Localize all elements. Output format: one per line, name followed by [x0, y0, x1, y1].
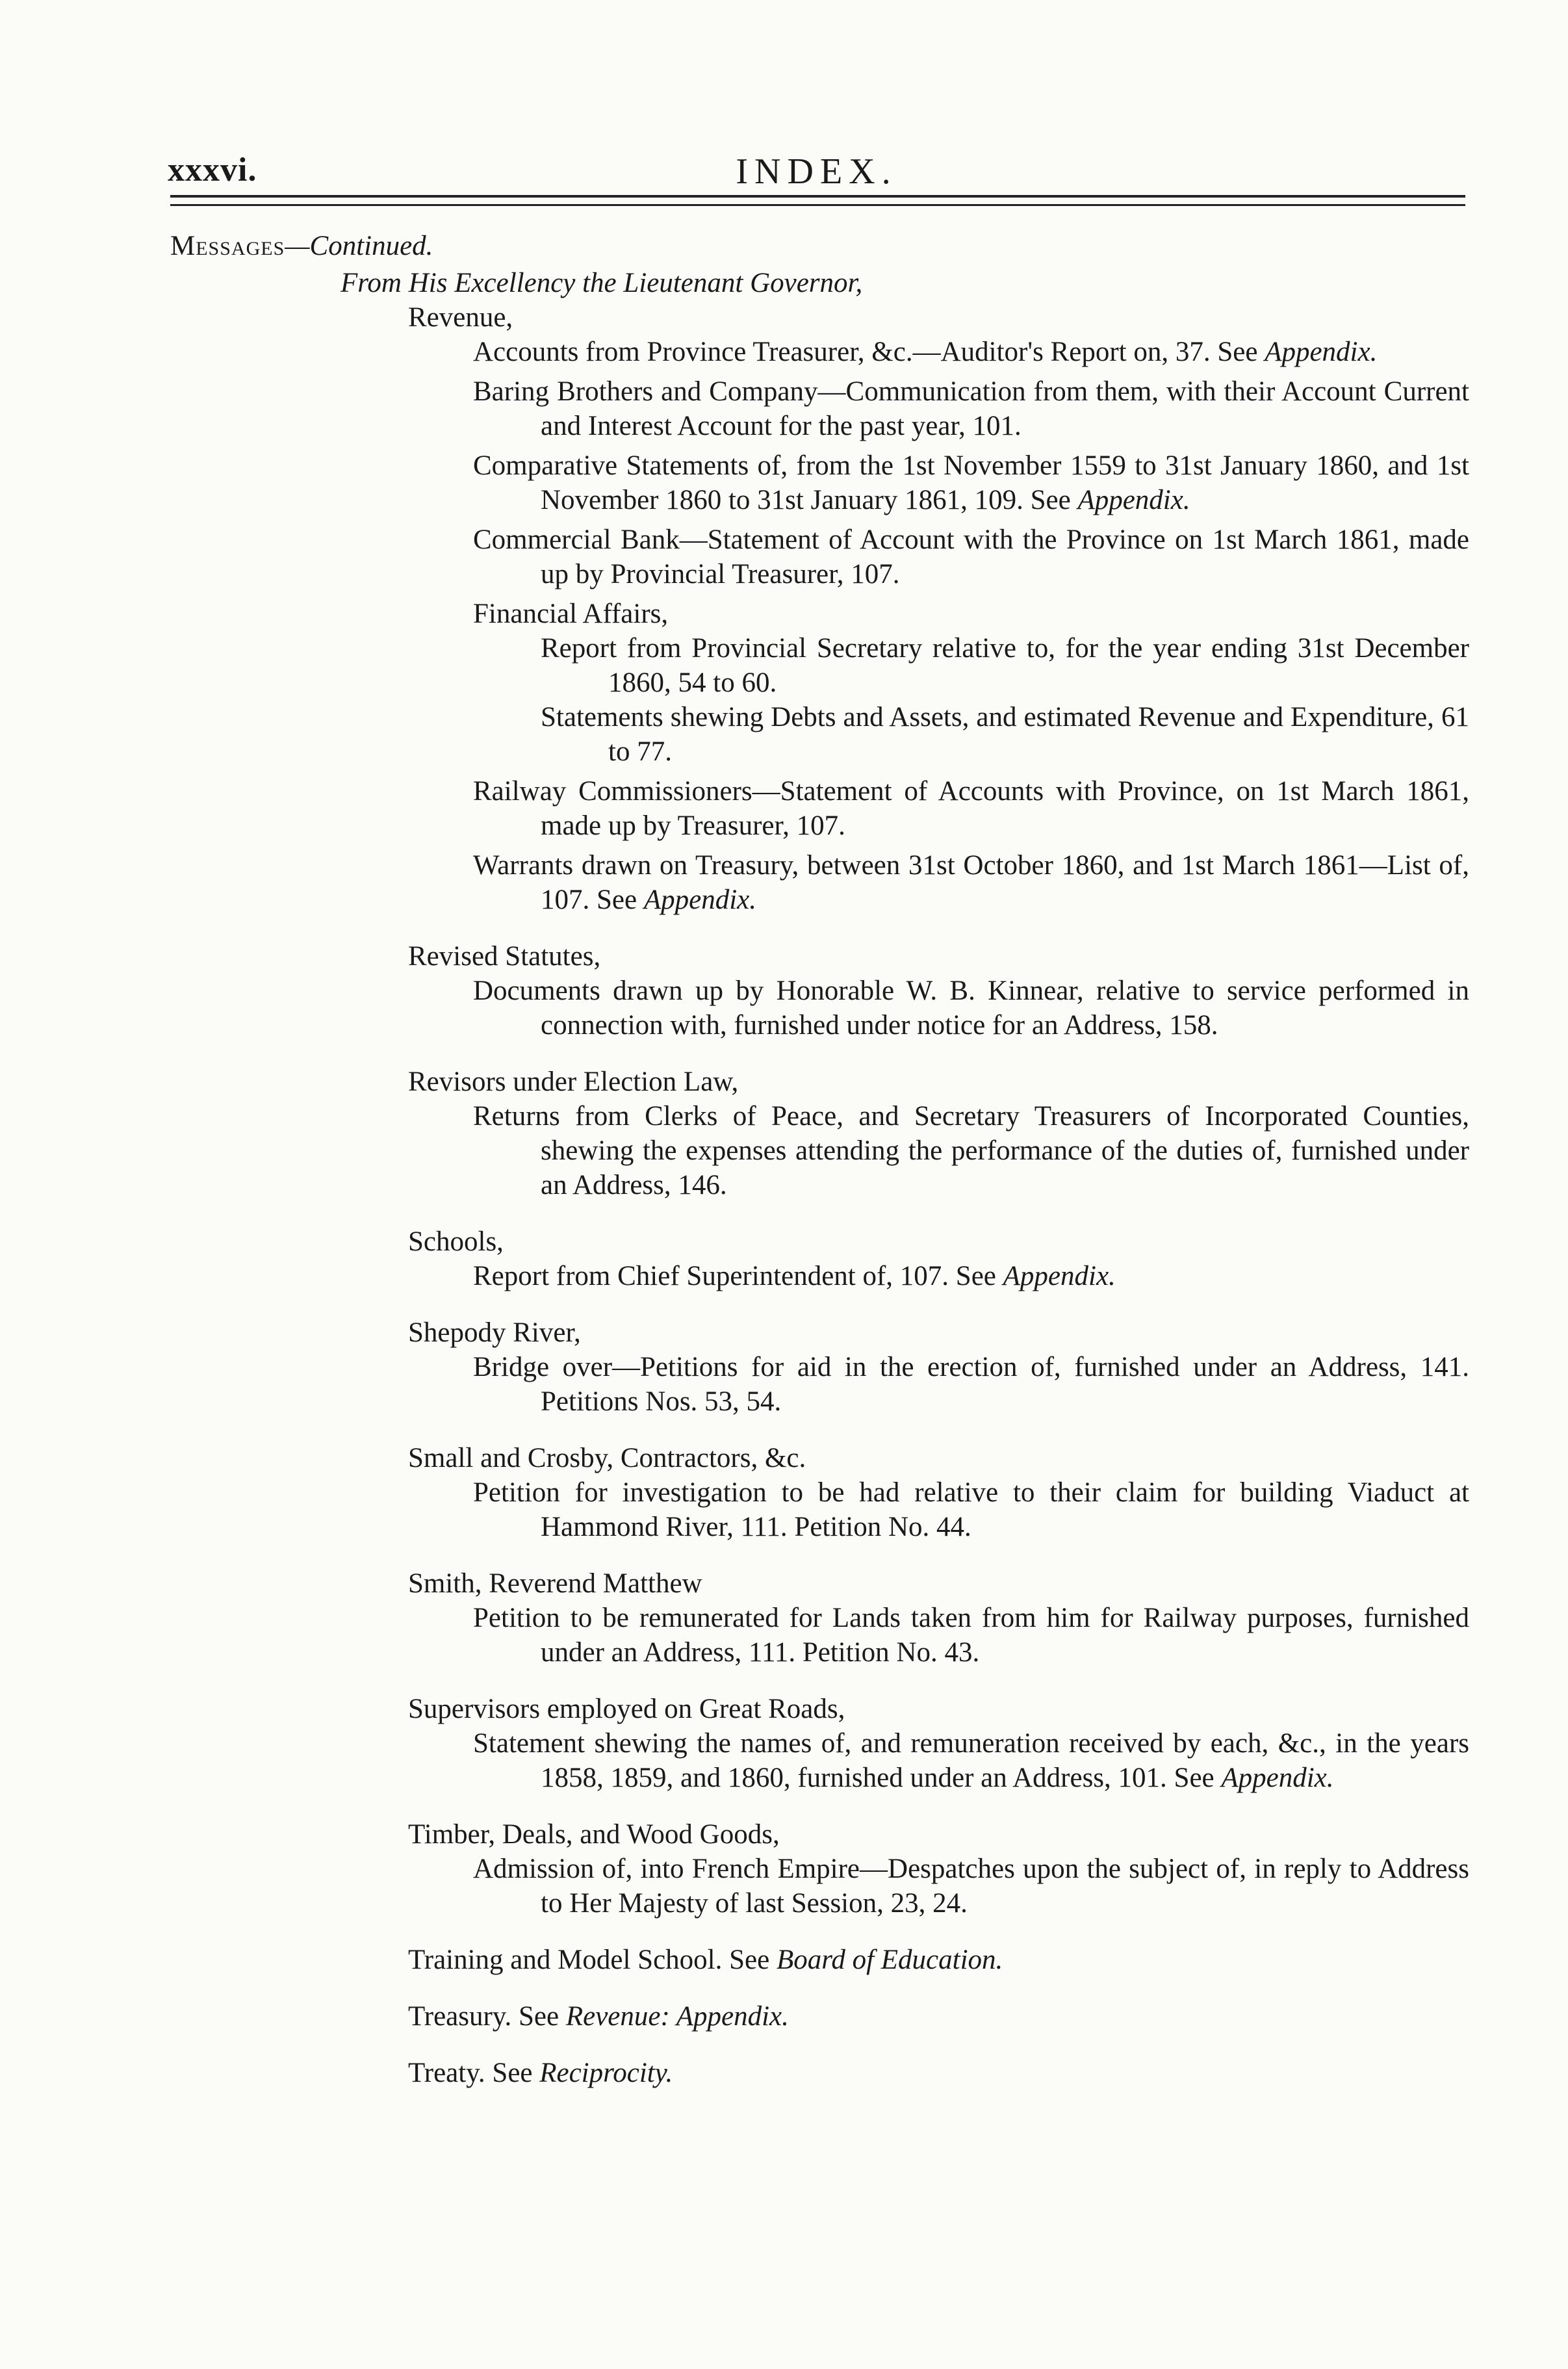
index-item-text: Comparative Statements of, from the 1st November 1559 to 31st January 1860, and 1st November 1860 to 31st January 1861, 109. See [473, 450, 1469, 515]
index-item [170, 1852, 1469, 1921]
page-number: xxxvi. [168, 151, 257, 188]
header-rule [170, 195, 1465, 198]
index-content [170, 229, 1469, 2090]
section-continued: —Continued. [285, 231, 433, 261]
index-subitem [170, 700, 1469, 769]
index-item [170, 848, 1469, 917]
index-item-text: Returns from Clerks of Peace, and Secretary Treasurers of Incorporated Counties, shewing the expenses attending the performance of the duties of, furnished under an Address, 146. [473, 1101, 1469, 1200]
index-item-text: Accounts from Province Treasurer, &c.—Auditor's Report on, 37. See [473, 337, 1265, 367]
index-category: Revised Statutes, [408, 941, 601, 972]
index-category: Small and Crosby, Contractors, &c. [408, 1443, 806, 1473]
index-category: Revenue, [408, 302, 513, 333]
see-also-entries [170, 1943, 1469, 2090]
index-entries [170, 300, 1469, 1921]
index-item-reference: Appendix. [1265, 337, 1378, 367]
index-item-text: Railway Commissioners—Statement of Accounts with Province, on 1st March 1861, made up by Treasurer, 107. [473, 776, 1469, 841]
running-title: INDEX. [736, 151, 897, 192]
index-item [170, 597, 1469, 631]
index-item-reference: Appendix. [1077, 485, 1190, 515]
index-item-reference: Appendix. [1221, 1763, 1334, 1793]
index-item-text: Petition to be remunerated for Lands taken from him for Railway purposes, furnished under an Address, 111. Petition No. 43. [473, 1603, 1469, 1668]
index-category: Schools, [408, 1226, 504, 1257]
index-item-text: Warrants drawn on Treasury, between 31st October 1860, and 1st March 1861—List of, 107. See [473, 850, 1469, 915]
index-item-text: Baring Brothers and Company—Communication from them, with their Account Current and Interest Account for the past year, 101. [473, 376, 1469, 441]
index-subitem [170, 631, 1469, 700]
see-also-reference: Board of Education. [776, 1945, 1003, 1975]
index-item [170, 448, 1469, 517]
index-item [170, 1726, 1469, 1795]
index-item-reference: Appendix. [643, 885, 756, 915]
see-also-text: Treaty. See [408, 2058, 540, 2088]
index-item-text: Report from Chief Superintendent of, 107. See [473, 1261, 1003, 1291]
see-also-text: Training and Model School. See [408, 1945, 777, 1975]
index-item [170, 1259, 1469, 1293]
index-category: Smith, Reverend Matthew [408, 1568, 702, 1599]
index-item-text: Bridge over—Petitions for aid in the erection of, furnished under an Address, 141. Petitions Nos. 53, 54. [473, 1352, 1469, 1417]
index-category: Revisors under Election Law, [408, 1067, 739, 1097]
index-item [170, 974, 1469, 1042]
index-item [170, 1099, 1469, 1202]
index-item-text: Admission of, into French Empire—Despatches upon the subject of, in reply to Address to Her Majesty of last Session, 23, 24. [473, 1854, 1469, 1919]
index-item-text: Report from Provincial Secretary relative to, for the year ending 31st December 1860, 54 to 60. [541, 633, 1469, 698]
index-item [170, 1350, 1469, 1419]
see-also-reference: Reciprocity. [539, 2058, 673, 2088]
see-also-reference: Revenue: Appendix. [565, 2001, 789, 2032]
index-item [170, 1475, 1469, 1544]
see-also-entry [170, 1943, 1469, 1977]
index-item-text: Documents drawn up by Honorable W. B. Kinnear, relative to service performed in connection with, furnished under notice for an Address, 158. [473, 976, 1469, 1041]
index-item [170, 374, 1469, 443]
index-item-reference: Appendix. [1003, 1261, 1116, 1291]
section-heading [170, 229, 1469, 263]
index-item [170, 523, 1469, 591]
see-also-entry [170, 1999, 1469, 2034]
index-item-text: Financial Affairs, [473, 599, 669, 629]
index-category: Shepody River, [408, 1317, 581, 1348]
section-subheading: From His Excellency the Lieutenant Governor, [341, 268, 863, 298]
index-item-text: Commercial Bank—Statement of Account with the Province on 1st March 1861, made up by Provincial Treasurer, 107. [473, 524, 1469, 589]
see-also-text: Treasury. See [408, 2001, 566, 2032]
header-rule-double [170, 204, 1465, 206]
section-heading-label: Messages [170, 231, 285, 261]
index-item [170, 1601, 1469, 1670]
index-item [170, 774, 1469, 843]
index-category: Timber, Deals, and Wood Goods, [408, 1819, 780, 1850]
index-item [170, 335, 1469, 369]
index-item-text: Statements shewing Debts and Assets, and estimated Revenue and Expenditure, 61 to 77. [541, 702, 1469, 767]
index-item-text: Petition for investigation to be had relative to their claim for building Viaduct at Hammond River, 111. Petition No. 44. [473, 1477, 1469, 1542]
see-also-entry [170, 2056, 1469, 2090]
page-header [168, 151, 1465, 196]
index-item-text: Statement shewing the names of, and remuneration received by each, &c., in the years 1858, 1859, and 1860, furnished under an Address, 101. See [473, 1728, 1469, 1793]
index-category: Supervisors employed on Great Roads, [408, 1694, 845, 1724]
